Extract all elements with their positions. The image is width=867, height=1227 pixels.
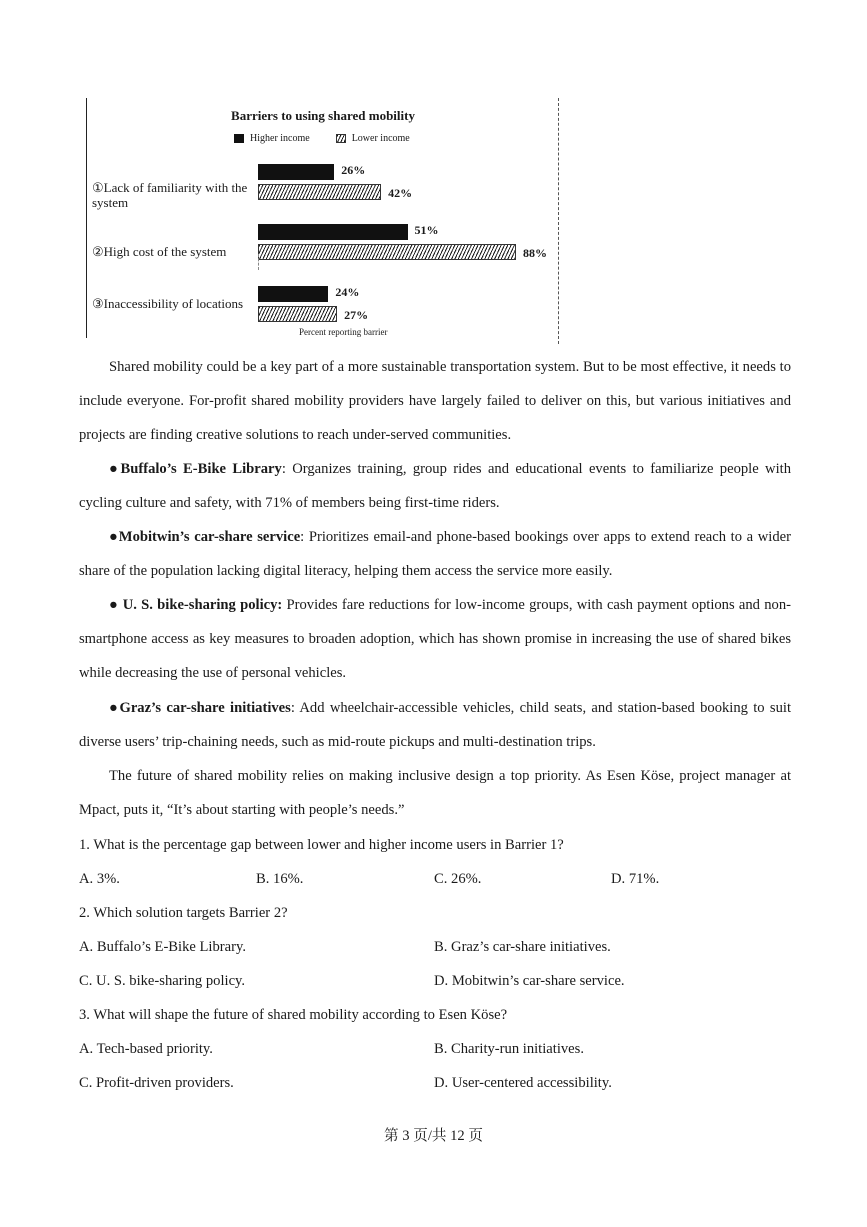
q2-option-d: D. Mobitwin’s car-share service. bbox=[434, 973, 625, 989]
q2-option-c: C. U. S. bike-sharing policy. bbox=[79, 973, 246, 989]
x-axis-label: Percent reporting barrier bbox=[299, 327, 388, 337]
zero-axis-dash bbox=[258, 254, 259, 270]
q3-option-c: C. Profit-driven providers. bbox=[79, 1075, 234, 1091]
bullet-buffalo-title: ●Buffalo’s E-Bike Library bbox=[109, 461, 282, 477]
bullet-mobitwin bbox=[79, 520, 791, 588]
question-3-stem: 3. What will shape the future of shared mobility according to Esen Köse? bbox=[79, 1007, 508, 1023]
q1-option-a: A. 3%. bbox=[79, 871, 120, 887]
question-2-stem: 2. Which solution targets Barrier 2? bbox=[79, 905, 288, 921]
category-label-1: ①Lack of familiarity with the system bbox=[92, 180, 248, 210]
chart-left-border bbox=[86, 98, 87, 338]
bar-label-higher-2: 51% bbox=[414, 223, 439, 237]
legend-swatch-higher bbox=[234, 134, 244, 143]
bullet-mobitwin-text: : Prioritizes email-and phone-based bookings over apps to extend reach to a wider share of the population lacking digital literacy, helping them access the service more easily. bbox=[79, 529, 791, 579]
q1-option-d: D. 71%. bbox=[611, 871, 660, 887]
bar-label-higher-1: 26% bbox=[341, 163, 366, 177]
bullet-graz bbox=[79, 691, 791, 759]
passage-conclusion: The future of shared mobility relies on making inclusive design a top priority. As Esen Köse, project manager at Mpact, puts it, “It’s about starting with people’s needs.” bbox=[79, 768, 791, 818]
category-label-2: ②High cost of the system bbox=[92, 244, 227, 259]
legend-label-higher: Higher income bbox=[250, 133, 310, 144]
bullet-graz-title: ●Graz’s car-share initiatives bbox=[109, 700, 291, 716]
bullet-buffalo bbox=[79, 452, 791, 520]
bullet-us-policy bbox=[79, 588, 791, 690]
bar-higher-1 bbox=[258, 164, 334, 180]
bullet-mobitwin-title: ●Mobitwin’s car-share service bbox=[109, 529, 301, 545]
q3-option-b: B. Charity-run initiatives. bbox=[434, 1041, 584, 1057]
category-label-3: ③Inaccessibility of locations bbox=[92, 296, 244, 311]
q1-option-c: C. 26%. bbox=[434, 871, 482, 887]
q2-option-b: B. Graz’s car-share initiatives. bbox=[434, 939, 611, 955]
chart-title: Barriers to using shared mobility bbox=[231, 108, 415, 123]
q3-option-a: A. Tech-based priority. bbox=[79, 1041, 213, 1057]
bar-lower-1 bbox=[258, 184, 381, 200]
q3-option-d: D. User-centered accessibility. bbox=[434, 1075, 612, 1091]
legend-swatch-lower bbox=[336, 134, 346, 143]
bullet-graz-text: : Add wheelchair-accessible vehicles, child seats, and station-based booking to suit diverse users’ trip-chaining needs, such as mid-route pickups and multi-destination trips. bbox=[79, 700, 791, 750]
legend-label-lower: Lower income bbox=[351, 133, 410, 144]
chart-legend bbox=[234, 133, 410, 144]
bar-lower-3 bbox=[258, 306, 337, 322]
page-footer: 第 3 页/共 12 页 bbox=[384, 1128, 483, 1144]
bar-higher-3 bbox=[258, 286, 328, 302]
q1-option-b: B. 16%. bbox=[256, 871, 304, 887]
bar-lower-2 bbox=[258, 244, 516, 260]
bar-label-lower-1: 42% bbox=[388, 186, 413, 200]
bar-label-lower-3: 27% bbox=[344, 308, 369, 322]
question-1-stem: 1. What is the percentage gap between lower and higher income users in Barrier 1? bbox=[79, 837, 564, 853]
bullet-buffalo-text: : Organizes training, group rides and educational events to familiarize people with cycling culture and safety, with 71% of members being first-time riders. bbox=[79, 461, 791, 511]
bar-higher-2 bbox=[258, 224, 408, 240]
passage-intro: Shared mobility could be a key part of a more sustainable transportation system. But to be most effective, it needs to include everyone. For-profit shared mobility providers have largely failed to deliver on this, but various initiatives and projects are finding creative solutions to reach under-served communities. bbox=[79, 359, 791, 443]
bar-label-higher-3: 24% bbox=[335, 285, 360, 299]
q2-option-a: A. Buffalo’s E-Bike Library. bbox=[79, 939, 246, 955]
barrier-chart bbox=[86, 98, 560, 344]
bullet-us-policy-text: Provides fare reductions for low-income groups, with cash payment options and non-smartphone access as key measures to broaden adoption, which has shown promise in increasing the use of shared bikes while decreasing the use of personal vehicles. bbox=[79, 597, 791, 681]
bar-label-lower-2: 88% bbox=[523, 246, 547, 260]
bullet-us-policy-title: ● U. S. bike-sharing policy: bbox=[109, 597, 283, 613]
chart-right-border bbox=[558, 98, 560, 344]
